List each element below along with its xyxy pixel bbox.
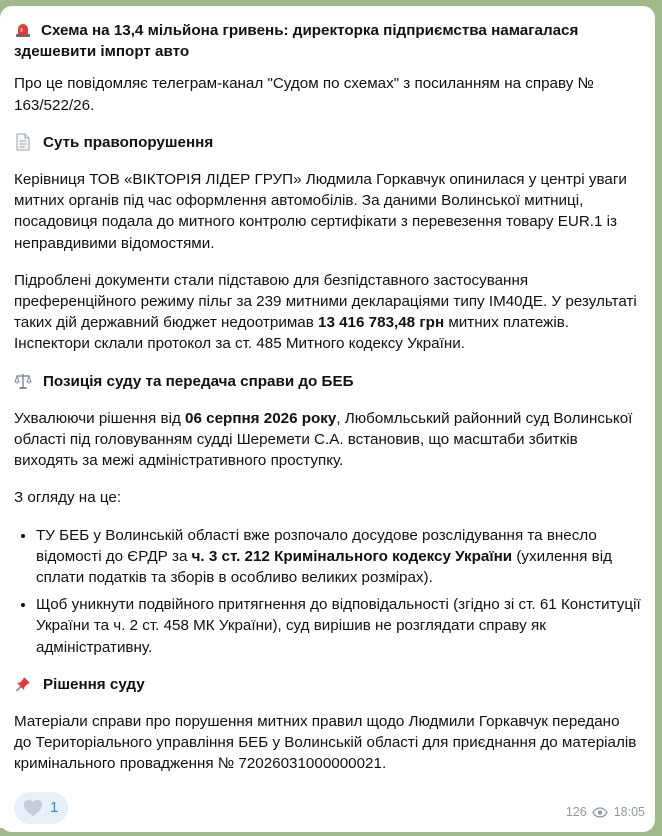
section3-heading-text: Рішення суду [43,675,145,693]
section2-paragraph-1 [14,408,641,472]
message-meta [566,802,645,823]
message-title [14,20,641,62]
section2-p1-part-a: Ухвалюючи рішення від [14,409,186,427]
section1-paragraph-2 [14,270,641,355]
section-heading-violation [14,132,641,153]
reaction-count: 1 [50,799,59,817]
section2-paragraph-2: З огляду на це: [14,489,122,507]
section1-p2-part-a: Підроблені документи стали підставою для безпідставного застосування преференційного режиму пільг за 239 митними деклараціями типу ІМ40ДЕ. У результаті таких дій державний бюджет недоотримав [14,271,637,332]
intro-text: Про це повідомляє телеграм-канал "Судом по схемах" з посиланням на справу № 163/522/26. [14,75,594,114]
section1-p2-part-b: митних платежів. Інспектори склали протокол за ст. 485 Митного кодексу України. [14,314,569,353]
bullet1-part-a: ТУ БЕБ у Волинській області вже розпочало досудове розслідування та внесло відомості до ЄРДР за [36,526,597,565]
heart-icon [22,798,44,818]
consequences-list [14,525,641,658]
section2-p1-part-b: , Любомльський районний суд Волинської області під головуванням судді Шеремети С.А. встановив, що масштаби збитків виходять за межі адміністративного проступку. [14,409,633,470]
section3-paragraph-1: Матеріали справи про порушення митних правил щодо Людмили Горкавчук передано до Територіального управління БЕБ у Волинській області для приєднання до матеріалів кримінального провадження № 72026031000000021. [14,713,637,773]
criminal-code-article: ч. 3 ст. 212 Кримінального кодексу України [191,547,513,565]
message-time: 18:05 [613,805,645,819]
heart-reaction-button[interactable] [14,792,68,824]
scales-icon [14,372,32,390]
views-count: 126 [565,805,587,819]
list-item [36,525,641,589]
section2-heading-text: Позиція суду та передача справи до БЕБ [43,372,354,390]
section1-paragraph-1: Керівниця ТОВ «ВІКТОРІЯ ЛІДЕР ГРУП» Людмила Горкавчук опинилася у центрі уваги митних органів під час оформлення автомобілів. За даними Волинської митниці, посадовиця подала до митного контролю сертифікати з перевезення товару EUR.1 із неправдивими відомостями. [14,171,627,252]
message-bubble [0,6,655,832]
list-item: • Щоб уникнути подвійного притягнення до відповідальності (згідно зі ст. 61 Конституції України та ч. 2 ст. 458 МК України), суд вирішив не розглядати справу як адміністративну. [36,594,641,658]
pushpin-icon [14,675,32,693]
siren-icon [14,20,32,38]
section-heading-court [14,371,641,392]
title-text: Схема на 13,4 мільйона гривень: директорка підприємства намагалася здешевити імпорт авто [14,22,579,61]
damage-amount: 13 416 783,48 грн [318,314,445,332]
bullet1-part-b: (ухилення від сплати податків та зборів в особливо великих розмірах). [36,547,612,587]
message-footer [0,788,655,832]
decision-date: 06 серпня 2026 року [185,409,337,427]
section-heading-decision [14,674,641,695]
eye-icon [592,807,608,818]
document-icon [14,133,32,151]
section1-heading-text: Суть правопорушення [43,133,214,151]
